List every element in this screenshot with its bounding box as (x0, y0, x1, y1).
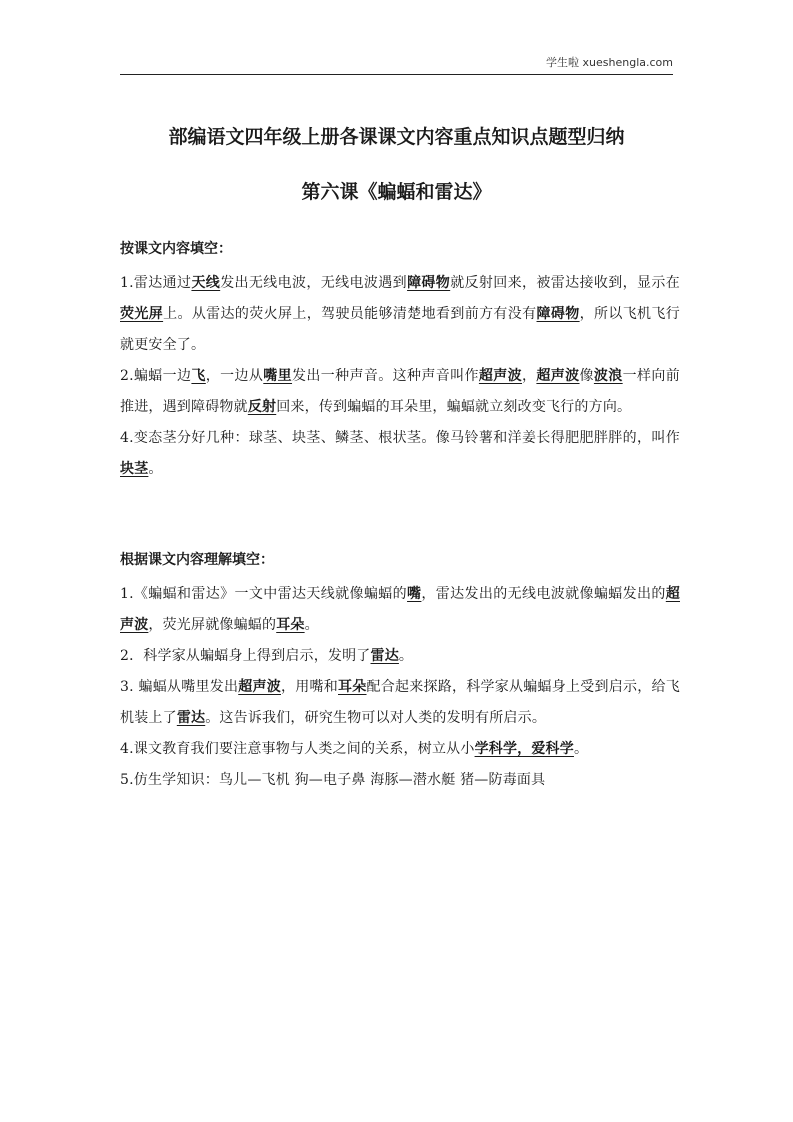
list-item (120, 268, 680, 361)
item-text: 一样向前推进，遇到障碍物就 (120, 368, 680, 415)
item-text: 。 (398, 648, 414, 664)
answer-keyword: 飞 (191, 368, 206, 384)
header-rule (120, 74, 673, 75)
section-heading: 按课文内容填空： (120, 241, 232, 257)
list-item (120, 734, 680, 765)
item-text: 4.课文教育我们要注意事物与人类之间的关系，树立从小 (120, 741, 475, 757)
site-header: 学生啦 xueshengla.com (546, 56, 673, 69)
answer-keyword: 嘴 (407, 586, 422, 602)
item-text: 1.雷达通过 (120, 275, 192, 291)
item-text: ，一边从 (205, 368, 264, 384)
answer-keyword: 耳朵 (276, 617, 305, 633)
item-text: 发出一种声音。这种声音叫作 (292, 368, 479, 384)
answer-keyword: 耳朵 (338, 679, 367, 695)
answer-keyword: 障碍物 (407, 275, 451, 291)
answer-keyword: 雷达 (176, 710, 206, 726)
item-text: 回来，传到蝙蝠的耳朵里，蝙蝠就立刻改变飞行的方向。 (276, 399, 632, 415)
answer-keyword: 嘴里 (263, 368, 293, 384)
item-text: 4.变态茎分好几种：球茎、块茎、鳞茎、根状茎。像马铃薯和洋姜长得肥肥胖胖的，叫作 (120, 430, 680, 446)
item-list (120, 579, 680, 796)
answer-keyword: 荧光屏 (120, 306, 164, 322)
answer-keyword: 反射 (247, 399, 277, 415)
item-text: 发出无线电波，无线电波遇到 (220, 275, 408, 291)
answer-keyword: 超声波 (238, 679, 281, 695)
item-text: 。 (573, 741, 589, 757)
answer-keyword: 障碍物 (536, 306, 580, 322)
item-text: 像 (579, 368, 594, 384)
item-text: 。这告诉我们，研究生物可以对人类的发明有所启示。 (205, 710, 547, 726)
list-item (120, 672, 680, 734)
item-text: ，雷达发出的无线电波就像蝙蝠发出的 (421, 586, 666, 602)
item-text: 。 (148, 461, 163, 477)
answer-keyword: 超声波 (478, 368, 523, 384)
list-item (120, 765, 680, 796)
item-text: ，用嘴和 (280, 679, 338, 695)
item-list (120, 268, 680, 485)
list-item (120, 423, 680, 485)
section-heading: 根据课文内容理解填空： (120, 552, 274, 568)
answer-keyword: 雷达 (370, 648, 399, 664)
item-text: 1.《蝙蝠和雷达》一文中雷达天线就像蝙蝠的 (120, 586, 408, 602)
answer-keyword: 块茎 (120, 461, 149, 477)
document-title: 部编语文四年级上册各课课文内容重点知识点题型归纳 (168, 126, 625, 148)
lesson-title: 第六课《蝙蝠和雷达》 (301, 181, 492, 203)
answer-keyword: 天线 (191, 275, 221, 291)
item-text: 2．科学家从蝙蝠身上得到启示，发明了 (120, 648, 371, 664)
section-fill-by-understanding (120, 549, 680, 796)
list-item (120, 361, 680, 423)
item-text: 2.蝙蝠一边 (120, 368, 192, 384)
item-text: 配合起来探路，科学家从蝙蝠身上受到启示，给飞机装上了 (120, 679, 680, 726)
item-text: 5.仿生学知识：鸟儿—飞机 狗—电子鼻 海豚—潜水艇 猪—防毒面具 (120, 772, 546, 788)
answer-keyword: 学科学，爱科学 (474, 741, 574, 757)
answer-keyword: 波浪 (593, 368, 623, 384)
item-text: 就反射回来，被雷达接收到，显示在 (450, 275, 680, 291)
item-text: ， (522, 368, 537, 384)
item-text: ，荧光屏就像蝙蝠的 (148, 617, 277, 633)
answer-keyword: 超声波 (536, 368, 580, 384)
item-text: 上。从雷达的荧火屏上，驾驶员能够清楚地看到前方有没有 (163, 306, 537, 322)
section-fill-by-text (120, 238, 680, 485)
item-text: 。 (304, 617, 319, 633)
list-item (120, 579, 680, 641)
item-text: 3. 蝙蝠从嘴里发出 (120, 679, 239, 695)
item-text: ，所以飞机飞行就更安全了。 (120, 306, 680, 353)
list-item (120, 641, 680, 672)
answer-keyword: 超声波 (120, 586, 680, 633)
